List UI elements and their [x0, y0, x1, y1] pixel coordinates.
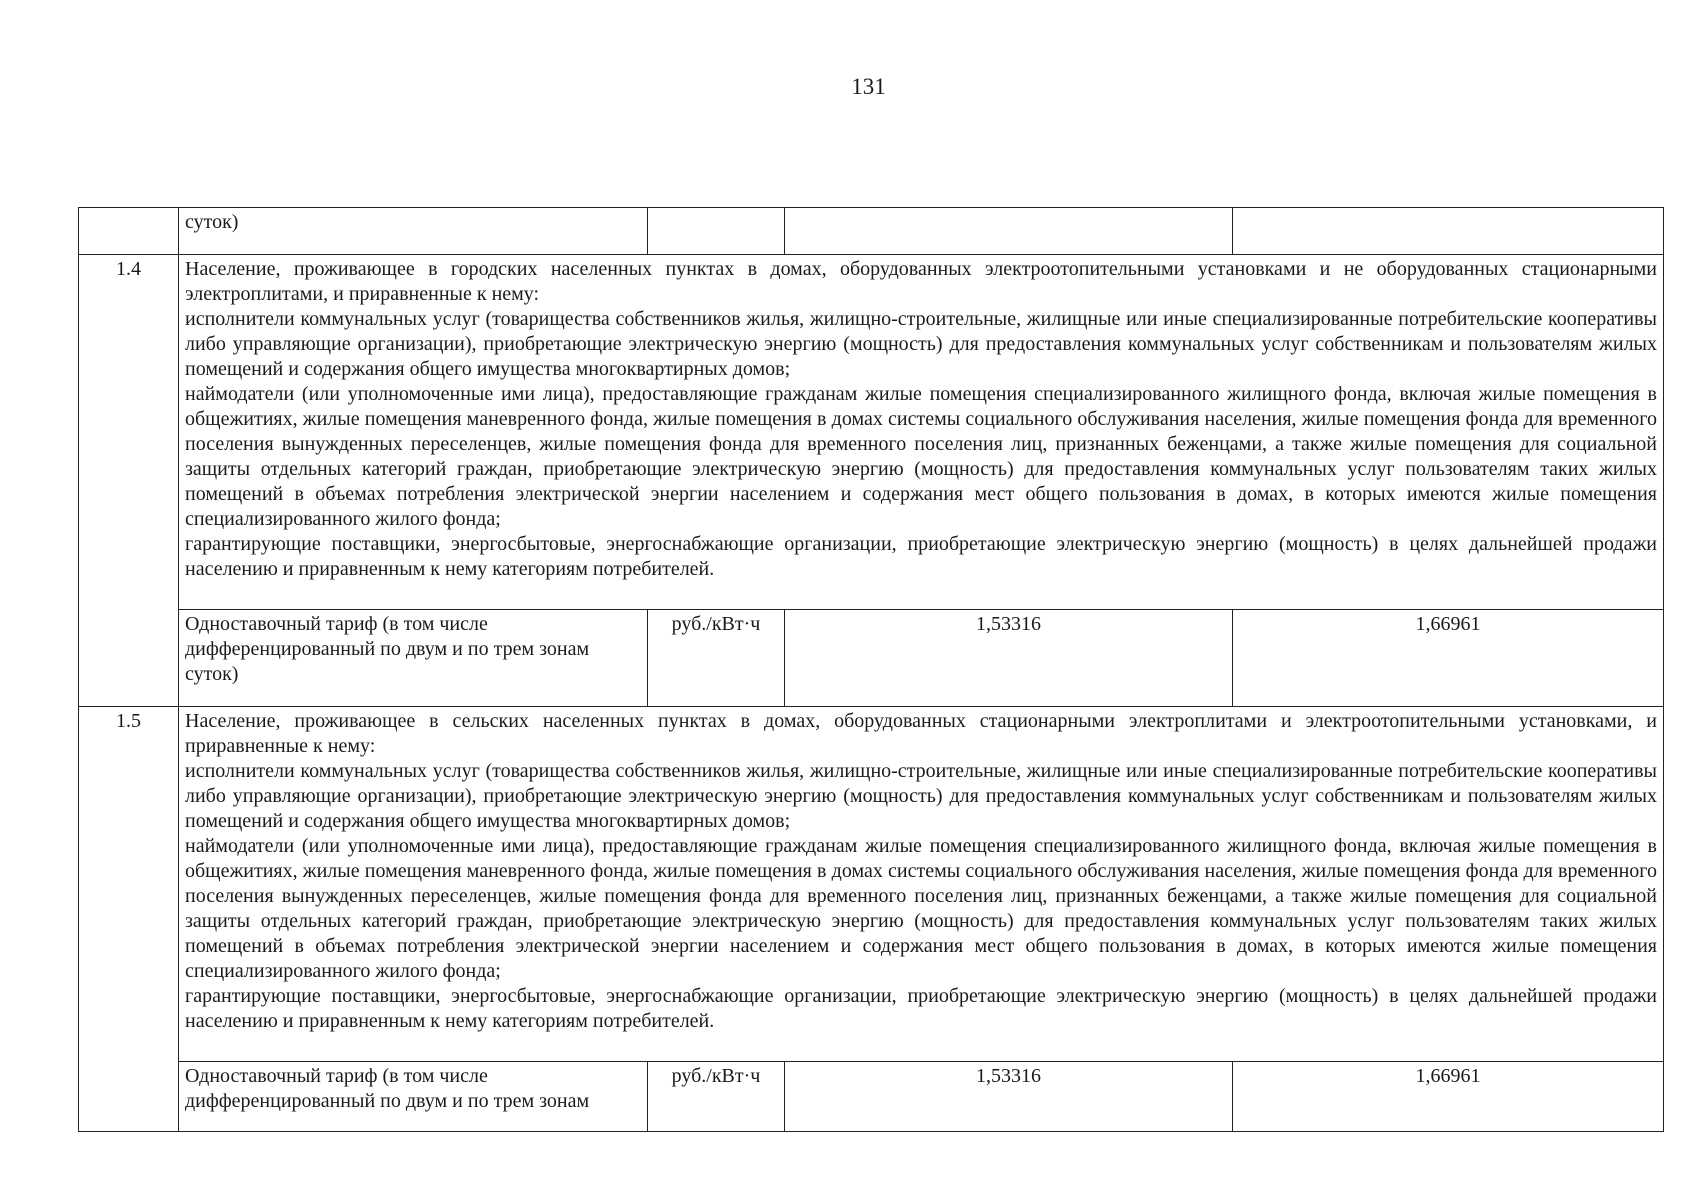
section-number: 1.5 — [79, 707, 179, 1132]
tariff-value-2: 1,66961 — [1233, 610, 1664, 707]
tariff-value-1: 1,53316 — [785, 610, 1233, 707]
value2-cell — [1233, 208, 1664, 255]
description-paragraph: исполнители коммунальных услуг (товарищества собственников жилья, жилищно-строительные, жилищные или иные специализированные потребительские кооперативы либо управляющие организации), приобретающие электрическую энергию (мощность) для предоставления коммунальных услуг собственникам и пользователям жилых помещений и содержания общего имущества многоквартирных домов; — [185, 760, 1657, 832]
tariff-value-2: 1,66961 — [1233, 1062, 1664, 1132]
section-number: 1.4 — [79, 255, 179, 707]
description-paragraph: наймодатели (или уполномоченные ими лица), предоставляющие гражданам жилые помещения специализированного жилищного фонда, включая жилые помещения в общежитиях, жилые помещения маневренного фонда, жилые помещения в домах системы социального обслуживания населения, жилые помещения фонда для временного поселения вынужденных переселенцев, жилые помещения фонда для временного поселения лиц, признанных беженцами, а также жилые помещения для социальной защиты отдельных категорий граждан, приобретающие электрическую энергию (мощность) для предоставления коммунальных услуг пользователям таких жилых помещений в объемах потребления электрической энергии населением и содержания мест общего пользования в домах, в которых имеются жилые помещения специализированного жилого фонда; — [185, 835, 1657, 982]
tariff-value-1: 1,53316 — [785, 1062, 1233, 1132]
num-cell — [79, 208, 179, 255]
tariff-unit: руб./кВт·ч — [648, 610, 785, 707]
table-row-continuation — [79, 208, 1664, 255]
description-paragraph: гарантирующие поставщики, энергосбытовые, энергоснабжающие организации, приобретающие электрическую энергию (мощность) в целях дальнейшей продажи населению и приравненным к нему категориям потребителей. — [185, 985, 1657, 1032]
description-paragraph: Население, проживающее в сельских населенных пунктах в домах, оборудованных стационарными электроплитами и электроотопительными установками, и приравненные к нему: — [185, 710, 1657, 757]
tariff-table — [78, 207, 1664, 1132]
table-row-tariff — [79, 1062, 1664, 1132]
table-row-tariff — [79, 610, 1664, 707]
table-row-section-header — [79, 255, 1664, 610]
description-paragraph: Население, проживающее в городских населенных пунктах в домах, оборудованных электроотопительными установками и не оборудованных стационарными электроплитами, и приравненные к нему: — [185, 258, 1657, 305]
table-row-section-header — [79, 707, 1664, 1062]
section-description — [179, 255, 1664, 610]
description-paragraph: гарантирующие поставщики, энергосбытовые, энергоснабжающие организации, приобретающие электрическую энергию (мощность) в целях дальнейшей продажи населению и приравненным к нему категориям потребителей. — [185, 533, 1657, 580]
tariff-unit: руб./кВт·ч — [648, 1062, 785, 1132]
tariff-name: Одноставочный тариф (в том числе дифференцированный по двум и по трем зонам — [179, 1062, 648, 1132]
description-paragraph: исполнители коммунальных услуг (товарищества собственников жилья, жилищно-строительные, жилищные или иные специализированные потребительские кооперативы либо управляющие организации), приобретающие электрическую энергию (мощность) для предоставления коммунальных услуг собственникам и пользователям жилых помещений и содержания общего имущества многоквартирных домов; — [185, 308, 1657, 380]
tariff-name-cell: суток) — [179, 208, 648, 255]
unit-cell — [648, 208, 785, 255]
description-paragraph: наймодатели (или уполномоченные ими лица), предоставляющие гражданам жилые помещения специализированного жилищного фонда, включая жилые помещения в общежитиях, жилые помещения маневренного фонда, жилые помещения в домах системы социального обслуживания населения, жилые помещения фонда для временного поселения вынужденных переселенцев, жилые помещения фонда для временного поселения лиц, признанных беженцами, а также жилые помещения для социальной защиты отдельных категорий граждан, приобретающие электрическую энергию (мощность) для предоставления коммунальных услуг пользователям таких жилых помещений в объемах потребления электрической энергии населением и содержания мест общего пользования в домах, в которых имеются жилые помещения специализированного жилого фонда; — [185, 383, 1657, 530]
value1-cell — [785, 208, 1233, 255]
page-number: 131 — [851, 74, 886, 99]
section-description — [179, 707, 1664, 1062]
tariff-name: Одноставочный тариф (в том числе дифференцированный по двум и по трем зонам суток) — [179, 610, 648, 707]
